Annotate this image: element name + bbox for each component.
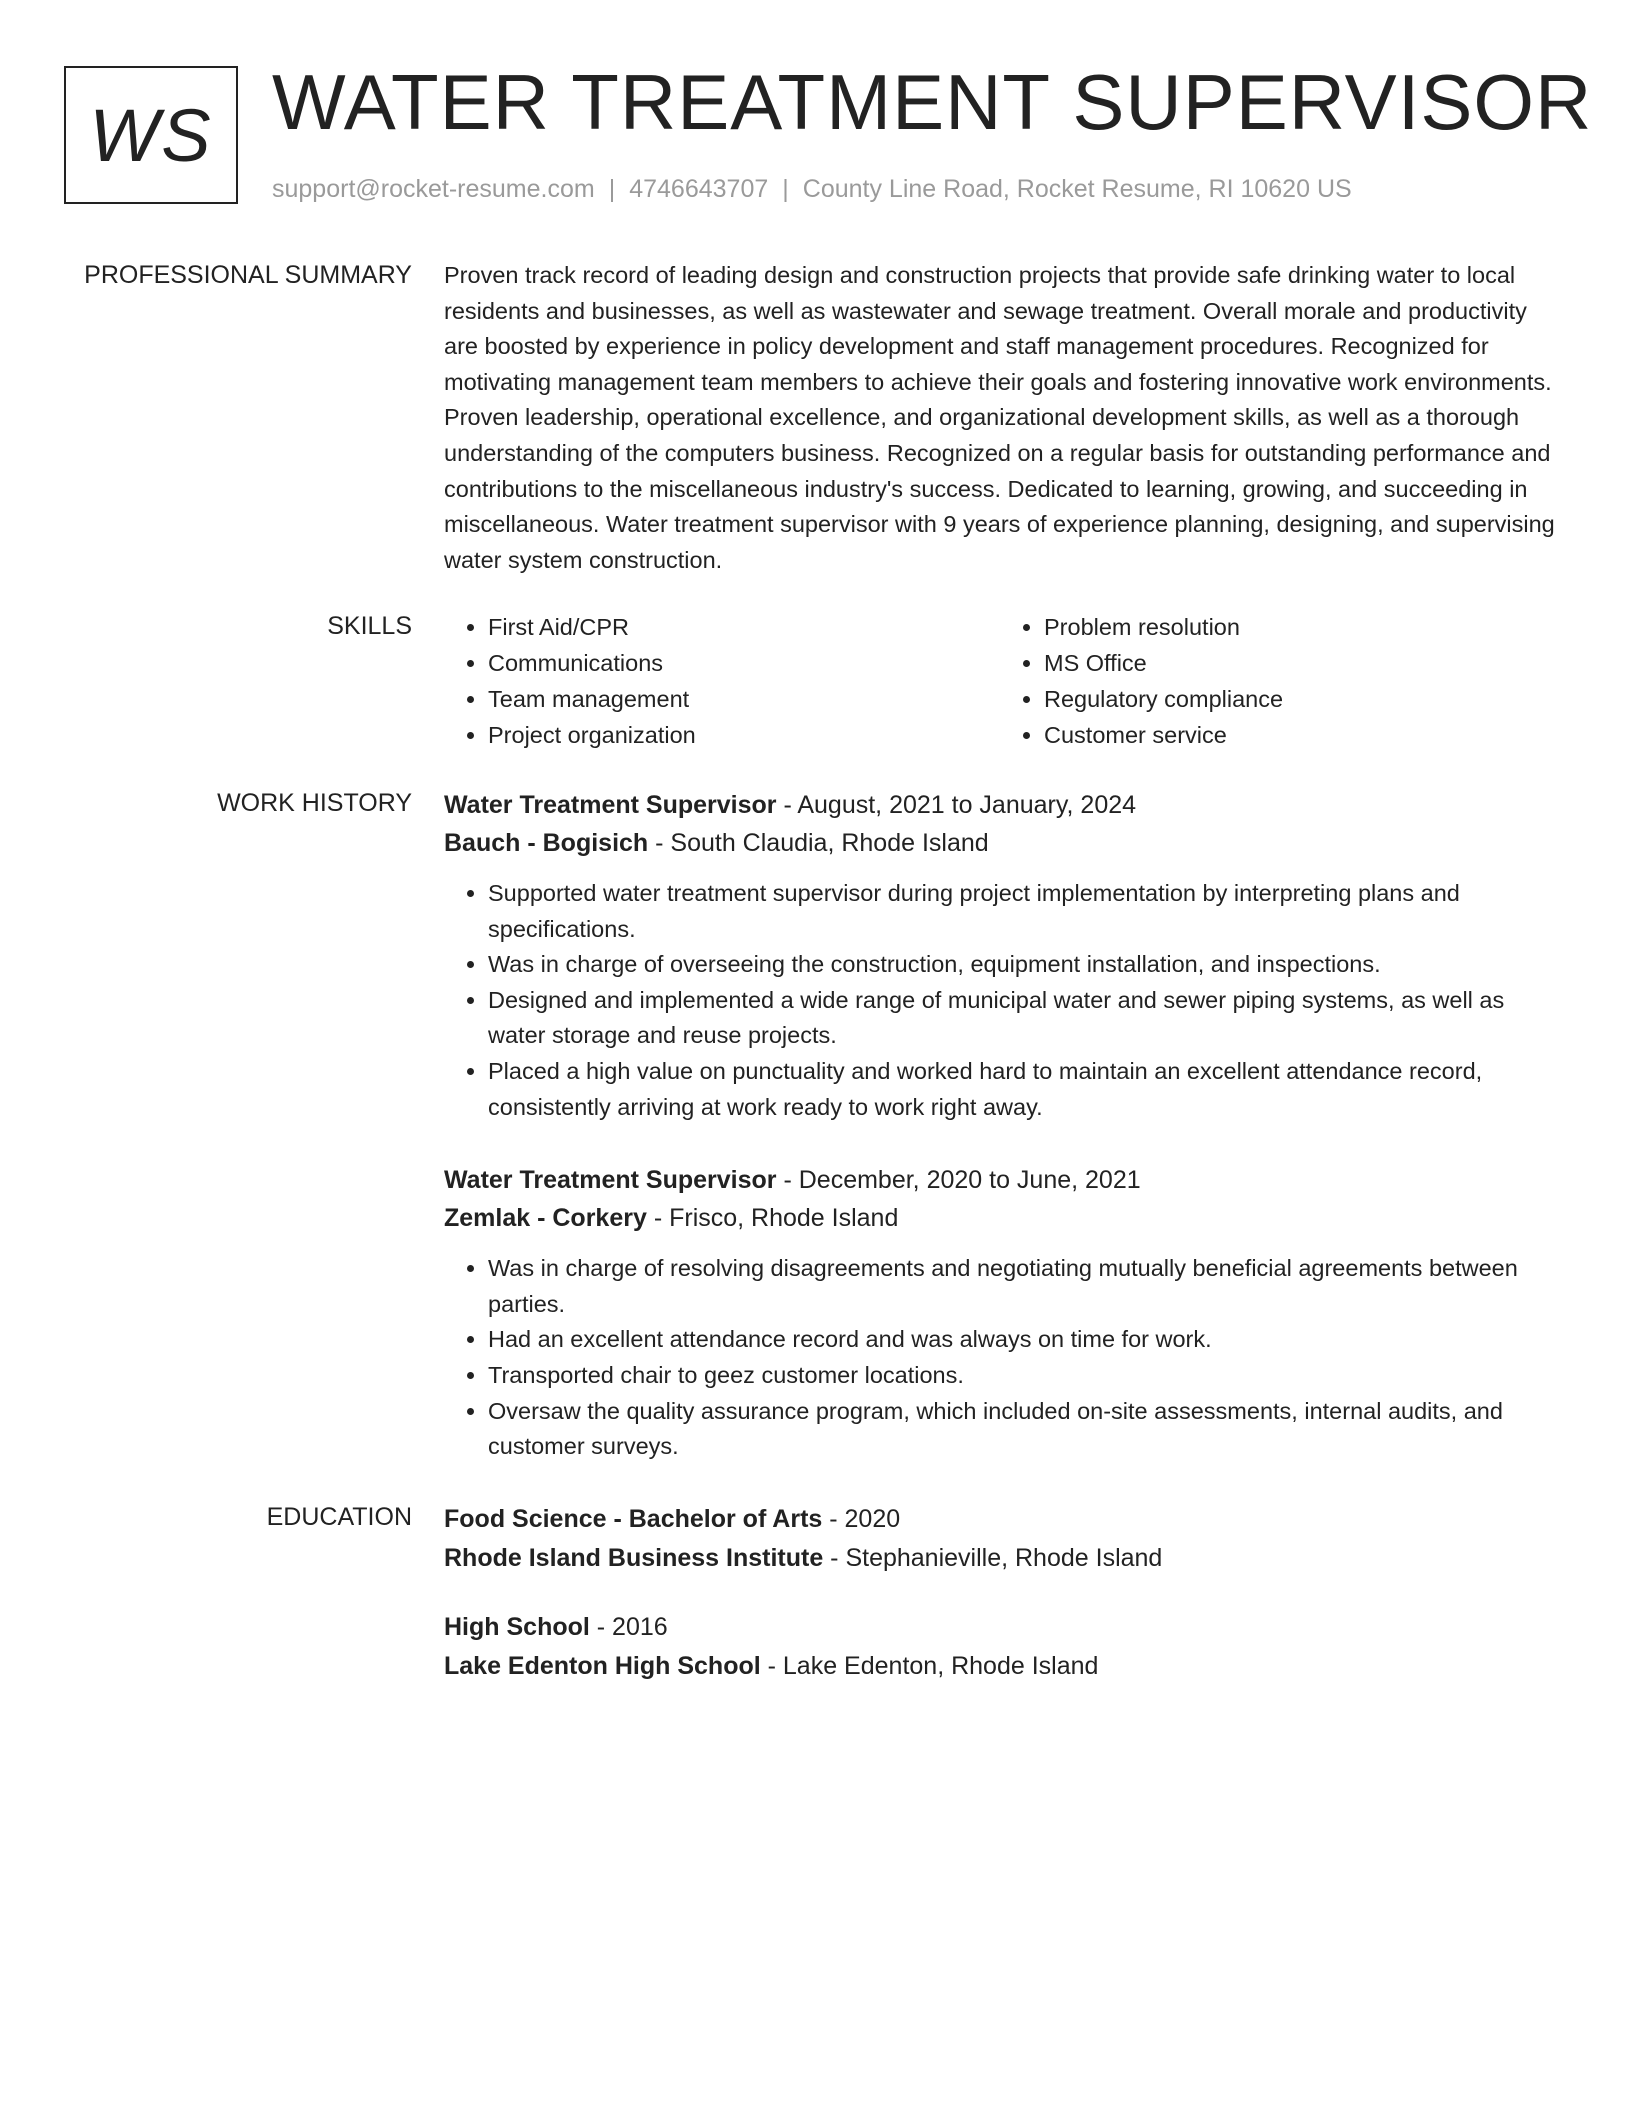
education-school-line [444,1647,1556,1686]
contact-address: County Line Road, Rocket Resume, RI 10620 US [802,175,1352,203]
education-degree: Food Science - Bachelor of Arts [444,1505,823,1533]
summary-heading: PROFESSIONAL SUMMARY [84,261,412,289]
work-heading: WORK HISTORY [217,789,412,817]
job-dates: - December, 2020 to June, 2021 [776,1166,1141,1195]
education-heading: EDUCATION [266,1503,412,1531]
education-year: - 2020 [822,1505,901,1533]
job-bullet: • Had an excellent attendance record and was always on time for work. [488,1322,1556,1358]
job-title-line [444,1161,1556,1199]
education-location: - Lake Edenton, Rhode Island [760,1652,1099,1680]
skill-item: • Project organization [488,717,1000,753]
job-bullet: • Designed and implemented a wide range of municipal water and sewer piping systems, as well as water storage and reuse projects. [488,983,1556,1054]
contact-email[interactable]: support@rocket-resume.com [272,175,595,203]
contact-phone[interactable]: 4746643707 [629,175,769,203]
education-year: - 2016 [589,1613,668,1641]
education-degree-line [444,1500,1556,1539]
job-entry [444,1161,1556,1465]
education-school-line [444,1539,1556,1578]
education-entry [444,1500,1556,1578]
job-bullet: • Was in charge of resolving disagreements and negotiating mutually beneficial agreements between parties. [488,1251,1556,1322]
job-location: - Frisco, Rhode Island [646,1204,899,1233]
job-dates: - August, 2021 to January, 2024 [776,791,1137,819]
contact-separator: | [608,175,616,203]
skills-list-right [1000,609,1556,753]
monogram-initials: WS [64,66,238,204]
skill-item: • First Aid/CPR [488,609,1000,645]
job-company-line [444,824,1556,862]
skill-item: • Problem resolution [1044,609,1556,645]
skill-item: • Team management [488,681,1000,717]
education-location: - Stephanieville, Rhode Island [823,1544,1163,1572]
education-degree: High School [444,1613,590,1641]
work-body [444,786,1556,1501]
job-bullets [444,876,1556,1125]
skills-list-left [444,609,1000,753]
skills-body [444,609,1556,753]
summary-body [444,258,1556,578]
skill-item: • MS Office [1044,645,1556,681]
job-entry [444,786,1556,1125]
job-bullet: • Transported chair to geez customer locations. [488,1358,1556,1394]
job-title: Water Treatment Supervisor [444,1166,777,1195]
skills-heading: SKILLS [327,612,412,640]
education-entry [444,1608,1556,1686]
job-company-line [444,1199,1556,1237]
skill-item: • Communications [488,645,1000,681]
skill-item: • Customer service [1044,717,1556,753]
job-location: - South Claudia, Rhode Island [648,829,989,857]
job-title-line [444,786,1556,824]
education-body [444,1500,1556,1716]
job-bullet: • Oversaw the quality assurance program, which included on-site assessments, internal audits, and customer surveys. [488,1394,1556,1465]
contact-line [272,172,1352,206]
job-bullets [444,1251,1556,1465]
job-company: Zemlak - Corkery [444,1204,647,1233]
summary-text: Proven track record of leading design and construction projects that provide safe drinking water to local residents and businesses, as well as wastewater and sewage treatment. Overall morale and productivity are boosted by experience in policy development and staff management procedures. Recognized for motivating management team members to achieve their goals and fostering innovative work environments. Proven leadership, operational excellence, and organizational development skills, as well as a thorough understanding of the computers business. Recognized on a regular basis for outstanding performance and contributions to the miscellaneous industry's success. Dedicated to learning, growing, and succeeding in miscellaneous. Water treatment supervisor with 9 years of experience planning, designing, and supervising water system construction. [444,262,1555,573]
contact-separator: | [782,175,789,203]
job-bullet: • Placed a high value on punctuality and worked hard to maintain an excellent attendance record, consistently arriving at work ready to work right away. [488,1054,1556,1125]
education-school: Rhode Island Business Institute [444,1544,824,1572]
job-bullet: • Was in charge of overseeing the construction, equipment installation, and inspections. [488,947,1556,983]
education-school: Lake Edenton High School [444,1652,761,1680]
page-title: WATER TREATMENT SUPERVISOR [272,58,1593,146]
skill-item: • Regulatory compliance [1044,681,1556,717]
job-title: Water Treatment Supervisor [444,791,777,819]
education-degree-line [444,1608,1556,1647]
job-company: Bauch - Bogisich [444,829,649,857]
job-bullet: • Supported water treatment supervisor during project implementation by interpreting plans and specifications. [488,876,1556,947]
